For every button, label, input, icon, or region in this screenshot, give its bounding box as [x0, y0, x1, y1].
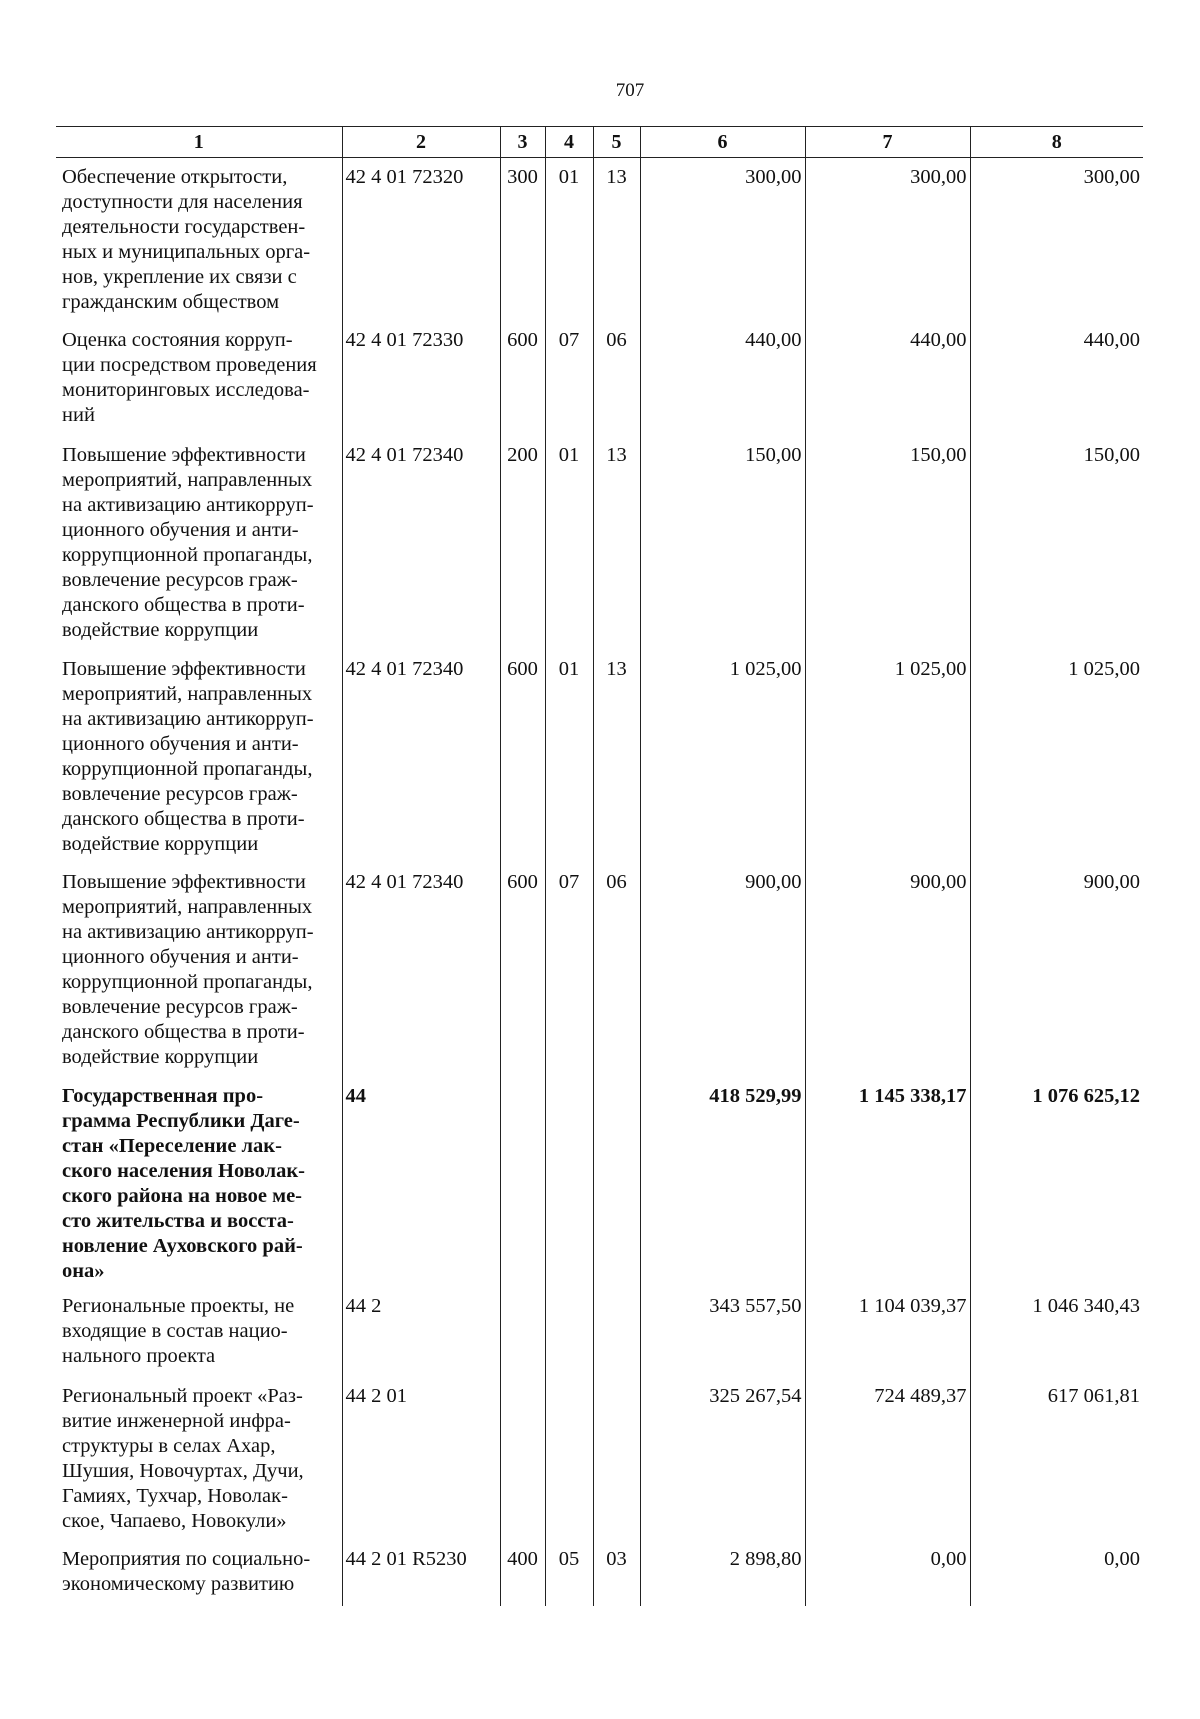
item-name-line: нов, укрепление их связи с [62, 266, 297, 288]
item-name-line: Гамиях, Тухчар, Новолак- [62, 1484, 288, 1507]
amount-col8-cell: 440,00 [970, 321, 1143, 436]
amount-col6-cell: 2 898,80 [640, 1540, 805, 1606]
item-name-line: Повышение эффективности [62, 870, 306, 893]
amount-col7-cell: 1 145 338,17 [805, 1077, 970, 1287]
item-name-line: ных и муниципальных орга- [62, 241, 311, 263]
amount-col6-cell: 418 529,99 [640, 1077, 805, 1287]
classification-code-cell: 44 2 01 [342, 1377, 500, 1540]
item-name-cell [56, 863, 342, 1077]
item-name-line: коррупционной пропаганды, [62, 543, 313, 566]
subsection-cell: 06 [593, 321, 640, 436]
item-name-line: экономическому развитию [62, 1572, 295, 1595]
subsection-cell: 03 [593, 1540, 640, 1606]
column-header: 5 [593, 127, 640, 158]
item-name-line: сто жительства и восста- [62, 1209, 294, 1232]
amount-col7-cell: 440,00 [805, 321, 970, 436]
item-name-line: входящие в состав нацио- [62, 1319, 288, 1342]
item-name-line: стан «Переселение лак- [62, 1134, 282, 1157]
expense-type-cell: 300 [500, 158, 545, 321]
column-header: 4 [545, 127, 593, 158]
item-name-line: вовлечение ресурсов граж- [62, 568, 298, 591]
item-name-line: Повышение эффективности [62, 657, 306, 680]
item-name-line: водействие коррупции [62, 832, 259, 855]
item-name-line: на активизацию антикорруп- [62, 920, 314, 943]
classification-code-cell: 42 4 01 72340 [342, 863, 500, 1077]
expense-type-cell: 400 [500, 1540, 545, 1606]
table-body [56, 158, 1143, 1606]
classification-code-cell: 42 4 01 72330 [342, 321, 500, 436]
table-header [56, 127, 1143, 158]
amount-col8-cell: 150,00 [970, 436, 1143, 650]
item-name-line: Мероприятия по социально- [62, 1547, 311, 1570]
item-name-line: водействие коррупции [62, 618, 259, 641]
amount-col6-cell: 325 267,54 [640, 1377, 805, 1540]
subsection-cell: 13 [593, 436, 640, 650]
item-name-line: данского общества в проти- [62, 807, 305, 830]
table-row [56, 1077, 1143, 1287]
section-cell: 07 [545, 321, 593, 436]
section-cell [545, 1287, 593, 1377]
amount-col7-cell: 1 104 039,37 [805, 1287, 970, 1377]
item-name-line: мероприятий, направленных [62, 895, 313, 918]
classification-code-cell: 42 4 01 72320 [342, 158, 500, 321]
expense-type-cell: 600 [500, 650, 545, 863]
expense-type-cell [500, 1077, 545, 1287]
column-header: 1 [56, 127, 342, 158]
amount-col6-cell: 440,00 [640, 321, 805, 436]
section-cell: 01 [545, 436, 593, 650]
classification-code-cell: 44 [342, 1077, 500, 1287]
item-name-line: Региональные проекты, не [62, 1294, 295, 1317]
classification-code-cell: 44 2 [342, 1287, 500, 1377]
section-cell: 01 [545, 650, 593, 863]
item-name-line: данского общества в проти- [62, 1020, 305, 1043]
expense-type-cell: 200 [500, 436, 545, 650]
expense-type-cell: 600 [500, 321, 545, 436]
item-name-line: новление Ауховского рай- [62, 1234, 303, 1257]
amount-col6-cell: 1 025,00 [640, 650, 805, 863]
table-row [56, 863, 1143, 1077]
table-row [56, 321, 1143, 436]
section-cell: 07 [545, 863, 593, 1077]
item-name-cell [56, 650, 342, 863]
item-name-line: она» [62, 1259, 105, 1282]
item-name-line: грамма Республики Даге- [62, 1109, 300, 1132]
item-name-line: ционного обучения и анти- [62, 732, 299, 755]
item-name-line: мероприятий, направленных [62, 682, 313, 705]
subsection-cell [593, 1287, 640, 1377]
expense-type-cell [500, 1377, 545, 1540]
item-name-line: ний [62, 403, 95, 426]
table-row [56, 1287, 1143, 1377]
column-header: 2 [342, 127, 500, 158]
item-name-line: ции посредством проведения [62, 353, 317, 376]
amount-col7-cell: 300,00 [805, 158, 970, 321]
column-header: 8 [970, 127, 1143, 158]
amount-col8-cell: 1 076 625,12 [970, 1077, 1143, 1287]
item-name-line: Повышение эффективности [62, 443, 306, 466]
amount-col8-cell: 1 046 340,43 [970, 1287, 1143, 1377]
item-name-cell [56, 1377, 342, 1540]
item-name-line: деятельности государствен- [62, 216, 306, 238]
item-name-line: ционного обучения и анти- [62, 518, 299, 541]
amount-col8-cell: 300,00 [970, 158, 1143, 321]
table-row [56, 1540, 1143, 1606]
item-name-line: ское, Чапаево, Новокули» [62, 1509, 287, 1532]
table-row [56, 650, 1143, 863]
table-row [56, 436, 1143, 650]
budget-table [56, 126, 1143, 1606]
item-name-line: на активизацию антикорруп- [62, 707, 314, 730]
section-cell: 05 [545, 1540, 593, 1606]
item-name-cell [56, 1077, 342, 1287]
classification-code-cell: 42 4 01 72340 [342, 650, 500, 863]
amount-col6-cell: 900,00 [640, 863, 805, 1077]
item-name-line: водействие коррупции [62, 1045, 259, 1068]
amount-col6-cell: 343 557,50 [640, 1287, 805, 1377]
classification-code-cell: 44 2 01 R5230 [342, 1540, 500, 1606]
amount-col7-cell: 900,00 [805, 863, 970, 1077]
item-name-cell [56, 321, 342, 436]
header-row [56, 127, 1143, 158]
subsection-cell: 13 [593, 650, 640, 863]
amount-col7-cell: 1 025,00 [805, 650, 970, 863]
column-header: 3 [500, 127, 545, 158]
item-name-line: ского населения Новолак- [62, 1159, 305, 1182]
column-header: 6 [640, 127, 805, 158]
item-name-line: на активизацию антикорруп- [62, 493, 314, 516]
amount-col8-cell: 0,00 [970, 1540, 1143, 1606]
item-name-line: ского района на новое ме- [62, 1184, 302, 1207]
table-row [56, 1377, 1143, 1540]
expense-type-cell [500, 1287, 545, 1377]
subsection-cell [593, 1077, 640, 1287]
item-name-line: Обеспечение открытости, [62, 166, 288, 188]
item-name-line: Оценка состояния корруп- [62, 328, 293, 351]
item-name-line: вовлечение ресурсов граж- [62, 995, 298, 1018]
item-name-line: вовлечение ресурсов граж- [62, 782, 298, 805]
classification-code-cell: 42 4 01 72340 [342, 436, 500, 650]
item-name-line: коррупционной пропаганды, [62, 970, 313, 993]
item-name-line: мероприятий, направленных [62, 468, 313, 491]
item-name-line: доступности для населения [62, 191, 303, 213]
item-name-line: ционного обучения и анти- [62, 945, 299, 968]
item-name-cell [56, 436, 342, 650]
item-name-line: Региональный проект «Раз- [62, 1384, 303, 1407]
amount-col6-cell: 300,00 [640, 158, 805, 321]
subsection-cell [593, 1377, 640, 1540]
page-number: 707 [615, 80, 645, 101]
item-name-cell [56, 1287, 342, 1377]
amount-col8-cell: 617 061,81 [970, 1377, 1143, 1540]
item-name-line: структуры в селах Ахар, [62, 1434, 276, 1457]
item-name-cell [56, 158, 342, 321]
amount-col7-cell: 724 489,37 [805, 1377, 970, 1540]
column-header: 7 [805, 127, 970, 158]
item-name-line: Шушия, Новочуртах, Дучи, [62, 1459, 304, 1482]
amount-col8-cell: 1 025,00 [970, 650, 1143, 863]
item-name-line: гражданским обществом [62, 291, 280, 313]
section-cell: 01 [545, 158, 593, 321]
amount-col6-cell: 150,00 [640, 436, 805, 650]
amount-col7-cell: 0,00 [805, 1540, 970, 1606]
subsection-cell: 06 [593, 863, 640, 1077]
section-cell [545, 1377, 593, 1540]
item-name-cell [56, 1540, 342, 1606]
item-name-line: мониторинговых исследова- [62, 378, 310, 401]
section-cell [545, 1077, 593, 1287]
table-row [56, 158, 1143, 321]
expense-type-cell: 600 [500, 863, 545, 1077]
amount-col7-cell: 150,00 [805, 436, 970, 650]
item-name-line: нального проекта [62, 1344, 216, 1367]
item-name-line: коррупционной пропаганды, [62, 757, 313, 780]
amount-col8-cell: 900,00 [970, 863, 1143, 1077]
item-name-line: данского общества в проти- [62, 593, 305, 616]
item-name-line: витие инженерной инфра- [62, 1409, 291, 1432]
subsection-cell: 13 [593, 158, 640, 321]
item-name-line: Государственная про- [62, 1084, 264, 1107]
